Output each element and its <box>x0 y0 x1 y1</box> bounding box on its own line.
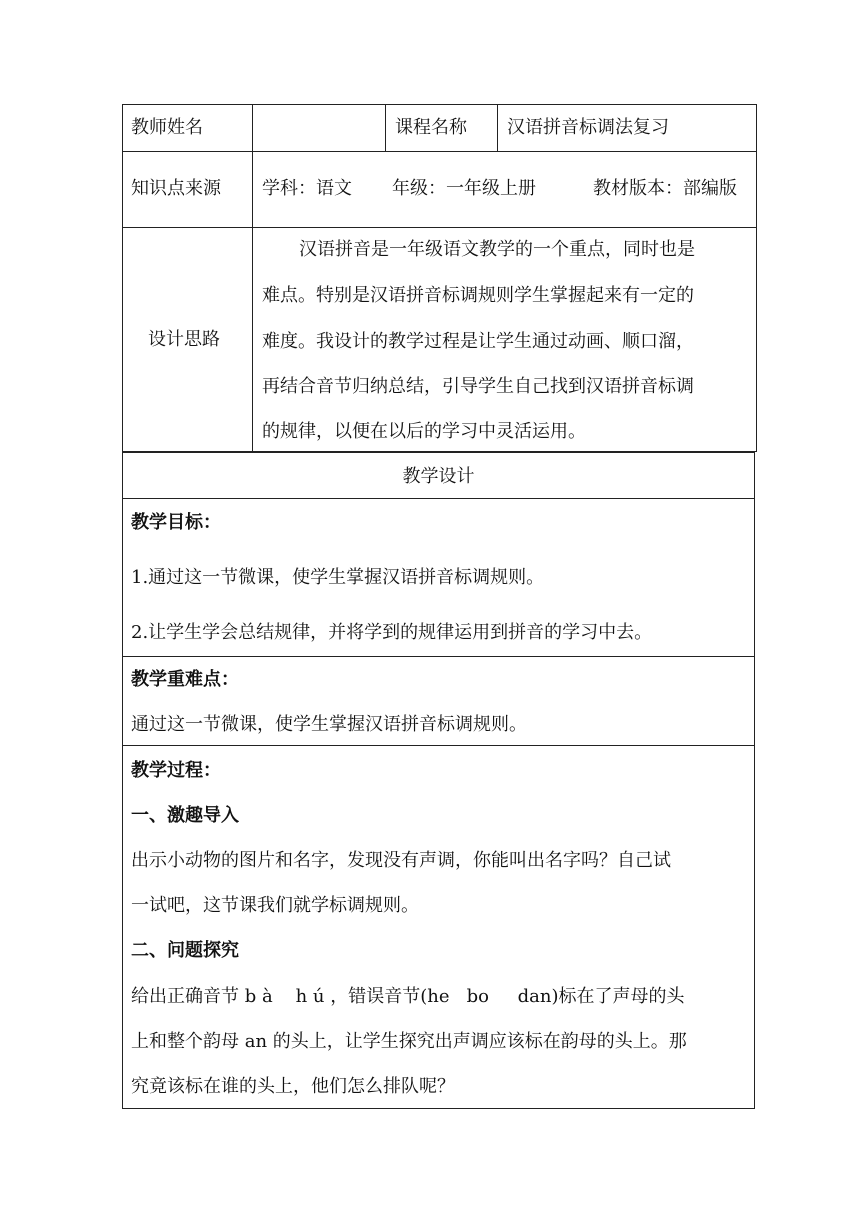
course-name-value: 汉语拼音标调法复习 <box>507 117 669 138</box>
process-heading: 教学过程： <box>131 760 221 781</box>
section2-heading: 二、问题探究 <box>131 940 239 961</box>
course-name-label: 课程名称 <box>395 117 467 138</box>
design-line: 难点。特别是汉语拼音标调规则学生掌握起来有一定的 <box>262 285 694 306</box>
goal-item: 1.通过这一节微课，使学生掌握汉语拼音标调规则。 <box>131 567 545 588</box>
row-divider <box>122 656 755 657</box>
goals-heading: 教学目标： <box>131 512 221 533</box>
design-line: 的规律，以便在以后的学习中灵活运用。 <box>262 421 586 442</box>
column-divider <box>497 104 498 151</box>
key-points-heading: 教学重难点： <box>131 669 239 690</box>
header-table <box>122 104 757 452</box>
column-divider <box>252 104 253 452</box>
key-points-text: 通过这一节微课，使学生掌握汉语拼音标调规则。 <box>131 714 527 735</box>
design-idea-label: 设计思路 <box>148 329 220 350</box>
section2-line: 上和整个韵母 an 的头上，让学生探究出声调应该标在韵母的头上。那 <box>131 1031 687 1052</box>
column-divider <box>385 104 386 151</box>
knowledge-source-label: 知识点来源 <box>131 178 221 199</box>
design-line: 难度。我设计的教学过程是让学生通过动画、顺口溜， <box>262 331 694 352</box>
goal-item: 2.让学生学会总结规律，并将学到的规律运用到拼音的学习中去。 <box>131 622 653 643</box>
section2-line: 给出正确音节 b à h ú ，错误音节(he bo dan)标在了声母的头 <box>131 986 685 1007</box>
design-line: 汉语拼音是一年级语文教学的一个重点，同时也是 <box>299 239 695 260</box>
section1-line: 一试吧，这节课我们就学标调规则。 <box>131 895 419 916</box>
section1-line: 出示小动物的图片和名字，发现没有声调，你能叫出名字吗？自己试 <box>131 850 671 871</box>
teacher-name-label: 教师姓名 <box>131 117 203 138</box>
row-divider <box>122 151 757 152</box>
grade-text: 年级：一年级上册 <box>392 178 536 199</box>
design-table-title: 教学设计 <box>402 466 475 487</box>
section2-line: 究竟该标在谁的头上，他们怎么排队呢？ <box>131 1076 455 1097</box>
subject-text: 学科：语文 <box>262 178 352 199</box>
row-divider <box>122 745 755 746</box>
textbook-text: 教材版本：部编版 <box>593 178 737 199</box>
row-divider <box>122 498 755 499</box>
section1-heading: 一、激趣导入 <box>131 805 239 826</box>
design-line: 再结合音节归纳总结，引导学生自己找到汉语拼音标调 <box>262 376 694 397</box>
row-divider <box>122 227 757 228</box>
